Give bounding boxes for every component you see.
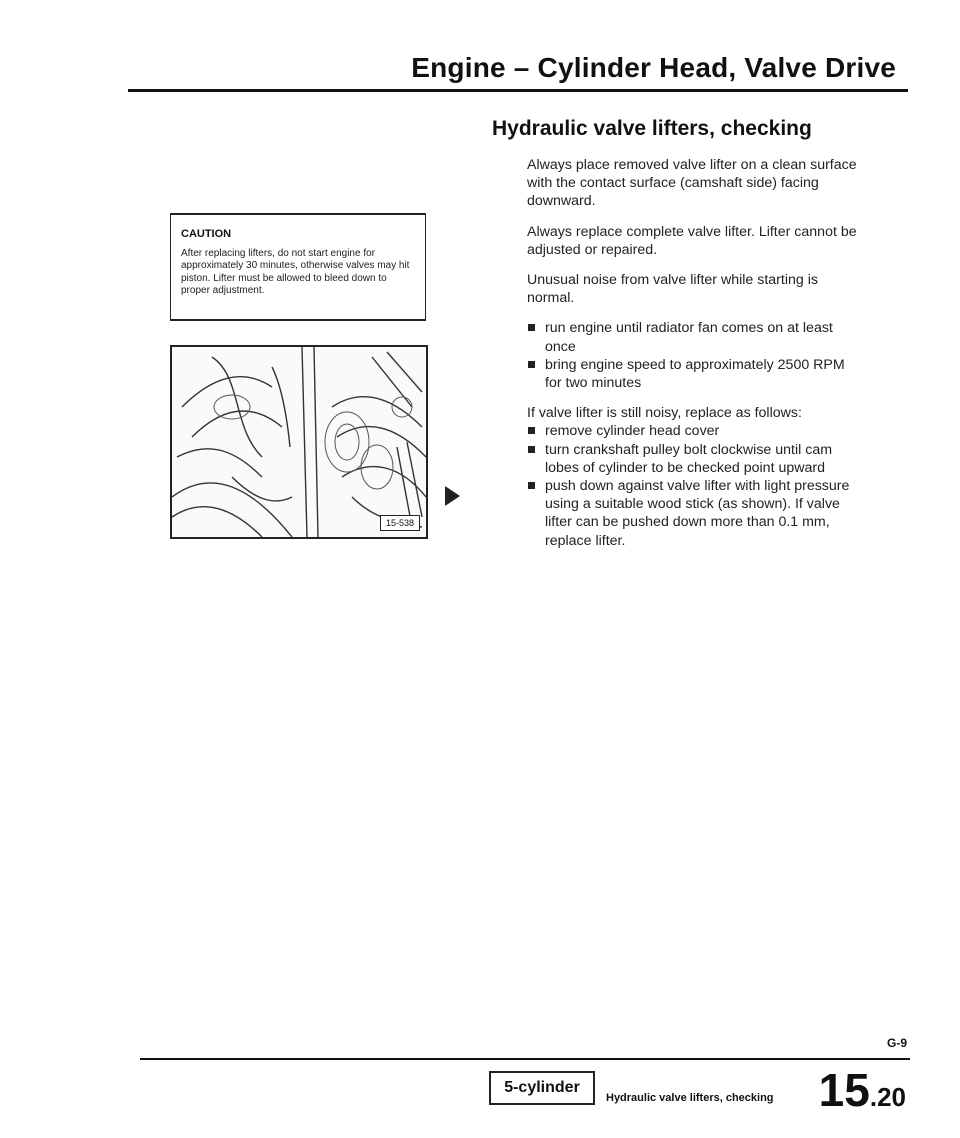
page-header-title: Engine – Cylinder Head, Valve Drive <box>411 52 896 83</box>
intro-paragraph-2: Always replace complete valve lifter. Lifter cannot be adjusted or repaired. <box>527 223 857 258</box>
step-turn-crankshaft: turn crankshaft pulley bolt clockwise until cam lobes of cylinder to be checked point upward <box>527 441 857 477</box>
caution-label: CAUTION <box>181 228 232 240</box>
engine-illustration <box>170 345 428 539</box>
section-title: Hydraulic valve lifters, checking <box>492 117 812 140</box>
footer-caption: Hydraulic valve lifters, checking <box>606 1092 774 1104</box>
section-number-sub: .20 <box>869 1082 906 1112</box>
figure-pointer-icon <box>445 486 460 506</box>
step-run-engine: run engine until radiator fan comes on at least once <box>527 319 857 355</box>
step-remove-cover: remove cylinder head cover <box>527 422 857 440</box>
step-push-lifter: push down against valve lifter with light pressure using a suitable wood stick (as shown). If valve lifter can be pushed down more than 0.1 mm, replace lifter. <box>527 477 857 550</box>
header-rule <box>128 89 908 92</box>
caution-text: After replacing lifters, do not start engine for approximately 30 minutes, otherwise valves may hit piston. Lifter must be allowed to bleed down to proper adjustment. <box>181 248 410 297</box>
engine-drawing <box>172 347 426 537</box>
step-engine-speed: bring engine speed to approximately 2500 RPM for two minutes <box>527 356 857 392</box>
page-marker: G-9 <box>886 1036 907 1050</box>
intro-paragraph-3: Unusual noise from valve lifter while starting is normal. <box>527 272 818 307</box>
intro-paragraph-1: Always place removed valve lifter on a clean surface with the contact surface (camshaft side) facing downward. <box>527 157 857 210</box>
replacement-steps-list <box>527 422 857 549</box>
footer-rule <box>140 1058 910 1060</box>
warmup-steps-list <box>527 319 857 392</box>
model-badge: 5-cylinder <box>489 1071 595 1105</box>
section-number-main: 15 <box>818 1064 870 1116</box>
figure-reference-label: 15-538 <box>380 515 420 531</box>
section-number <box>819 1066 906 1121</box>
noisy-lifter-lead: If valve lifter is still noisy, replace as follows: <box>527 405 802 422</box>
procedure-text <box>527 156 857 562</box>
